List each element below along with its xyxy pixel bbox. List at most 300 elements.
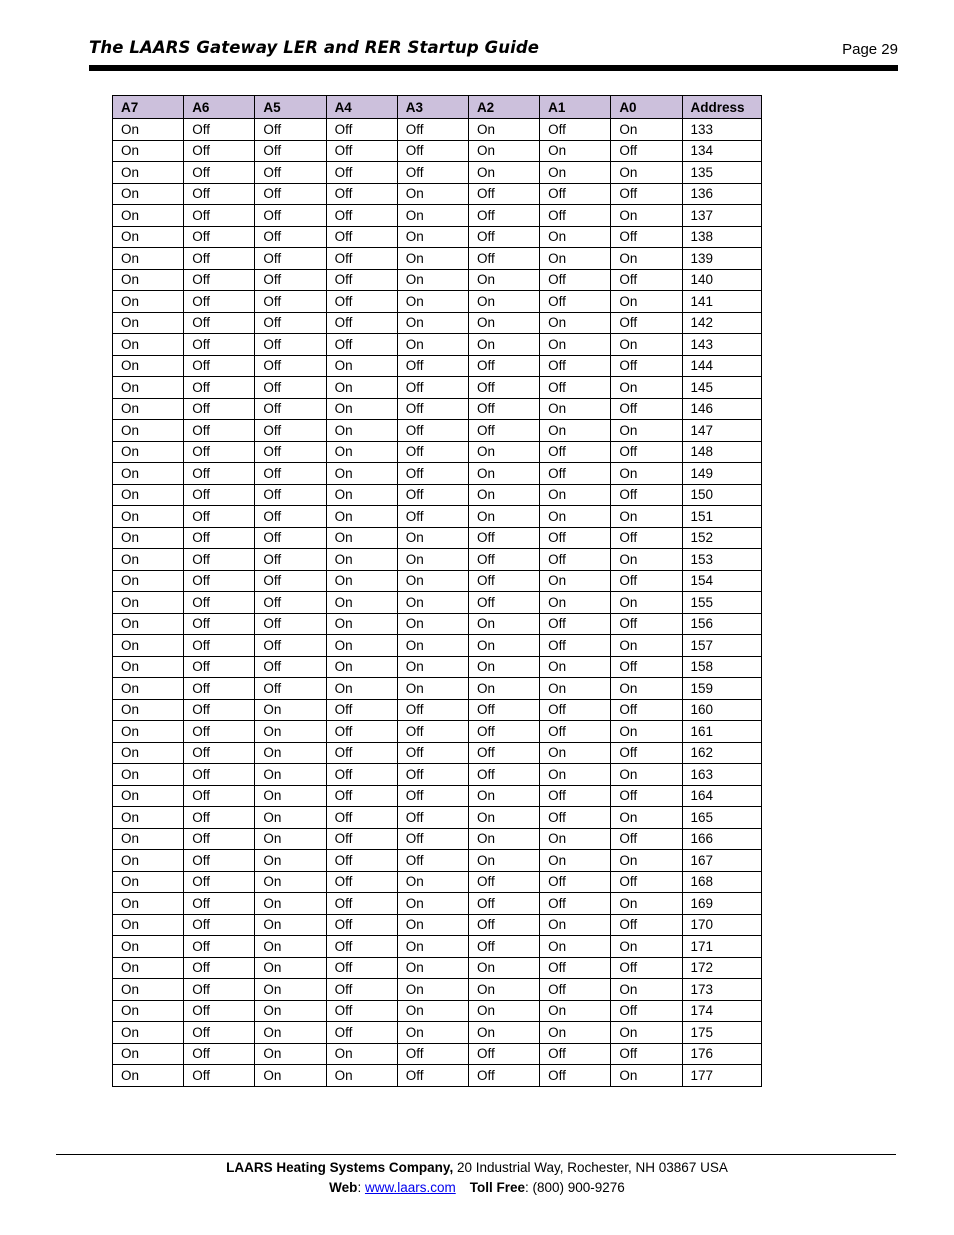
table-cell: Off — [184, 807, 255, 829]
table-cell: Off — [255, 355, 326, 377]
table-cell: On — [113, 484, 184, 506]
table-row — [113, 828, 762, 850]
table-cell: On — [113, 162, 184, 184]
table-cell: On — [113, 269, 184, 291]
table-row — [113, 721, 762, 743]
table-cell: Off — [326, 936, 397, 958]
table-cell: On — [397, 248, 468, 270]
table-cell: Off — [184, 785, 255, 807]
table-cell: On — [255, 1000, 326, 1022]
table-cell: On — [113, 592, 184, 614]
table-cell: Off — [397, 398, 468, 420]
table-cell: On — [255, 785, 326, 807]
table-cell: Off — [611, 914, 682, 936]
table-cell: Off — [540, 119, 611, 141]
table-cell: On — [326, 441, 397, 463]
table-cell: On — [611, 635, 682, 657]
table-row — [113, 979, 762, 1001]
table-cell: Off — [184, 635, 255, 657]
table-cell: On — [468, 140, 539, 162]
table-cell: Off — [184, 248, 255, 270]
table-cell: On — [397, 678, 468, 700]
tollfree-number: : (800) 900-9276 — [525, 1180, 625, 1195]
column-header: A3 — [397, 96, 468, 119]
table-cell: On — [540, 506, 611, 528]
table-cell: 177 — [682, 1065, 761, 1087]
table-cell: On — [113, 979, 184, 1001]
table-cell: Off — [184, 226, 255, 248]
table-cell: On — [540, 850, 611, 872]
table-cell: Off — [326, 1022, 397, 1044]
table-cell: Off — [326, 183, 397, 205]
table-cell: On — [113, 398, 184, 420]
table-cell: Off — [397, 742, 468, 764]
table-cell: Off — [468, 549, 539, 571]
table-cell: On — [397, 871, 468, 893]
table-cell: Off — [397, 420, 468, 442]
table-row — [113, 1000, 762, 1022]
table-cell: Off — [468, 183, 539, 205]
table-cell: On — [326, 549, 397, 571]
table-cell: On — [611, 936, 682, 958]
table-cell: Off — [255, 570, 326, 592]
table-cell: Off — [326, 742, 397, 764]
table-cell: Off — [255, 678, 326, 700]
table-cell: On — [113, 914, 184, 936]
table-cell: Off — [468, 355, 539, 377]
table-cell: 167 — [682, 850, 761, 872]
table-cell: On — [468, 828, 539, 850]
table-cell: 149 — [682, 463, 761, 485]
table-cell: Off — [184, 269, 255, 291]
table-cell: On — [468, 162, 539, 184]
table-cell: 153 — [682, 549, 761, 571]
table-cell: Off — [397, 484, 468, 506]
table-cell: Off — [184, 850, 255, 872]
column-header: A4 — [326, 96, 397, 119]
table-row — [113, 807, 762, 829]
table-row — [113, 1043, 762, 1065]
table-row — [113, 1022, 762, 1044]
table-cell: On — [611, 506, 682, 528]
table-cell: Off — [255, 549, 326, 571]
table-cell: On — [255, 850, 326, 872]
table-cell: Off — [611, 441, 682, 463]
table-cell: On — [468, 119, 539, 141]
web-label: Web — [329, 1180, 358, 1195]
table-cell: On — [113, 850, 184, 872]
table-cell: Off — [184, 183, 255, 205]
table-cell: Off — [255, 312, 326, 334]
table-cell: 147 — [682, 420, 761, 442]
table-cell: On — [255, 957, 326, 979]
table-cell: On — [255, 893, 326, 915]
table-row — [113, 248, 762, 270]
table-cell: Off — [611, 226, 682, 248]
table-cell: On — [113, 205, 184, 227]
table-cell: On — [611, 850, 682, 872]
table-cell: On — [397, 312, 468, 334]
table-row — [113, 570, 762, 592]
table-cell: Off — [540, 871, 611, 893]
column-header: A1 — [540, 96, 611, 119]
table-cell: Off — [326, 1000, 397, 1022]
table-cell: Off — [255, 205, 326, 227]
table-cell: Off — [468, 570, 539, 592]
table-cell: On — [611, 205, 682, 227]
table-cell: Off — [540, 699, 611, 721]
table-cell: Off — [255, 656, 326, 678]
table-cell: On — [611, 248, 682, 270]
table-cell: 159 — [682, 678, 761, 700]
table-cell: Off — [397, 441, 468, 463]
table-cell: On — [113, 463, 184, 485]
table-cell: Off — [326, 699, 397, 721]
table-cell: Off — [468, 721, 539, 743]
website-link[interactable]: www.laars.com — [364, 1180, 456, 1195]
column-header: A7 — [113, 96, 184, 119]
table-cell: 163 — [682, 764, 761, 786]
table-cell: On — [397, 1000, 468, 1022]
table-cell: Off — [468, 377, 539, 399]
table-cell: On — [113, 248, 184, 270]
table-cell: On — [540, 420, 611, 442]
table-cell: On — [113, 936, 184, 958]
table-cell: 168 — [682, 871, 761, 893]
table-cell: On — [113, 506, 184, 528]
table-cell: On — [326, 420, 397, 442]
table-cell: Off — [468, 1043, 539, 1065]
column-header: A6 — [184, 96, 255, 119]
table-row — [113, 936, 762, 958]
table-cell: Off — [397, 721, 468, 743]
table-row — [113, 269, 762, 291]
table-cell: Off — [184, 764, 255, 786]
table-cell: Off — [540, 183, 611, 205]
table-cell: Off — [611, 398, 682, 420]
table-cell: Off — [611, 742, 682, 764]
table-cell: On — [468, 678, 539, 700]
table-cell: Off — [184, 1022, 255, 1044]
table-cell: On — [326, 527, 397, 549]
table-cell: On — [611, 119, 682, 141]
table-cell: Off — [611, 656, 682, 678]
table-cell: Off — [184, 936, 255, 958]
table-row — [113, 914, 762, 936]
table-cell: Off — [255, 484, 326, 506]
table-cell: Off — [468, 742, 539, 764]
table-cell: On — [611, 678, 682, 700]
table-cell: Off — [540, 785, 611, 807]
table-row — [113, 226, 762, 248]
table-cell: Off — [611, 355, 682, 377]
table-cell: Off — [326, 785, 397, 807]
table-row — [113, 398, 762, 420]
table-row — [113, 183, 762, 205]
table-cell: On — [397, 893, 468, 915]
table-cell: On — [468, 463, 539, 485]
footer-contact-line — [0, 1178, 954, 1198]
table-cell: 176 — [682, 1043, 761, 1065]
table-cell: Off — [611, 828, 682, 850]
table-cell: On — [540, 742, 611, 764]
table-row — [113, 656, 762, 678]
table-cell: On — [113, 119, 184, 141]
table-cell: Off — [255, 140, 326, 162]
table-cell: Off — [468, 936, 539, 958]
column-header: A0 — [611, 96, 682, 119]
table-cell: Off — [184, 1065, 255, 1087]
table-row — [113, 742, 762, 764]
table-cell: On — [468, 613, 539, 635]
table-cell: Off — [611, 484, 682, 506]
table-cell: Off — [184, 1043, 255, 1065]
table-cell: On — [397, 183, 468, 205]
table-cell: Off — [397, 785, 468, 807]
table-cell: Off — [184, 334, 255, 356]
table-cell: Off — [611, 312, 682, 334]
table-cell: Off — [468, 398, 539, 420]
table-cell: Off — [255, 226, 326, 248]
table-cell: On — [113, 957, 184, 979]
table-cell: On — [468, 1000, 539, 1022]
tollfree-label: Toll Free — [469, 1180, 525, 1195]
table-cell: Off — [184, 656, 255, 678]
table-cell: Off — [255, 592, 326, 614]
table-cell: 161 — [682, 721, 761, 743]
table-cell: On — [540, 248, 611, 270]
table-cell: Off — [255, 248, 326, 270]
table-header-row — [113, 96, 762, 119]
table-cell: Off — [540, 291, 611, 313]
table-cell: On — [397, 936, 468, 958]
table-cell: Off — [184, 140, 255, 162]
table-cell: Off — [184, 742, 255, 764]
table-row — [113, 527, 762, 549]
table-cell: On — [468, 807, 539, 829]
table-cell: Off — [326, 914, 397, 936]
table-row — [113, 613, 762, 635]
table-cell: Off — [255, 162, 326, 184]
table-cell: On — [540, 484, 611, 506]
table-cell: 144 — [682, 355, 761, 377]
table-cell: Off — [184, 377, 255, 399]
table-cell: On — [326, 1043, 397, 1065]
table-cell: 174 — [682, 1000, 761, 1022]
table-cell: On — [611, 420, 682, 442]
table-cell: 164 — [682, 785, 761, 807]
table-cell: On — [326, 355, 397, 377]
table-cell: Off — [611, 1000, 682, 1022]
table-row — [113, 355, 762, 377]
table-cell: On — [540, 570, 611, 592]
table-cell: Off — [184, 957, 255, 979]
table-cell: On — [255, 721, 326, 743]
table-cell: On — [113, 613, 184, 635]
table-cell: Off — [326, 205, 397, 227]
table-row — [113, 764, 762, 786]
table-cell: Off — [255, 377, 326, 399]
table-cell: Off — [326, 871, 397, 893]
table-cell: On — [540, 936, 611, 958]
table-cell: On — [113, 807, 184, 829]
table-cell: 173 — [682, 979, 761, 1001]
table-row — [113, 334, 762, 356]
table-cell: On — [113, 678, 184, 700]
table-cell: On — [326, 592, 397, 614]
table-cell: On — [113, 226, 184, 248]
table-cell: On — [611, 721, 682, 743]
table-row — [113, 850, 762, 872]
table-cell: Off — [184, 678, 255, 700]
table-cell: Off — [326, 291, 397, 313]
table-cell: Off — [184, 721, 255, 743]
table-cell: On — [255, 871, 326, 893]
table-cell: Off — [397, 355, 468, 377]
table-cell: Off — [540, 721, 611, 743]
table-cell: Off — [611, 785, 682, 807]
table-cell: On — [468, 291, 539, 313]
table-cell: Off — [184, 205, 255, 227]
table-row — [113, 140, 762, 162]
table-cell: On — [113, 441, 184, 463]
table-row — [113, 291, 762, 313]
table-cell: Off — [397, 1065, 468, 1087]
table-cell: On — [113, 183, 184, 205]
table-cell: Off — [184, 484, 255, 506]
table-cell: Off — [468, 248, 539, 270]
table-cell: On — [611, 592, 682, 614]
table-cell: On — [255, 914, 326, 936]
table-cell: On — [468, 334, 539, 356]
document-title: The LAARS Gateway LER and RER Startup Guide — [89, 38, 540, 57]
table-cell: On — [326, 613, 397, 635]
table-cell: On — [468, 656, 539, 678]
table-cell: On — [468, 484, 539, 506]
table-cell: On — [113, 764, 184, 786]
table-cell: Off — [184, 1000, 255, 1022]
table-cell: Off — [184, 871, 255, 893]
table-cell: On — [113, 893, 184, 915]
table-row — [113, 635, 762, 657]
table-cell: On — [113, 1000, 184, 1022]
table-cell: On — [397, 592, 468, 614]
table-cell: Off — [611, 527, 682, 549]
table-cell: Off — [540, 377, 611, 399]
table-cell: On — [326, 1065, 397, 1087]
table-cell: Off — [540, 205, 611, 227]
table-cell: Off — [468, 205, 539, 227]
table-cell: Off — [468, 527, 539, 549]
table-row — [113, 420, 762, 442]
table-cell: On — [540, 312, 611, 334]
table-cell: Off — [611, 1043, 682, 1065]
footer-address-line — [0, 1158, 954, 1178]
table-cell: 150 — [682, 484, 761, 506]
table-cell: Off — [326, 162, 397, 184]
table-cell: Off — [611, 140, 682, 162]
table-cell: Off — [397, 764, 468, 786]
table-cell: On — [113, 549, 184, 571]
table-cell: Off — [397, 377, 468, 399]
table-row — [113, 162, 762, 184]
table-cell: On — [611, 1065, 682, 1087]
table-cell: Off — [397, 850, 468, 872]
table-cell: Off — [255, 441, 326, 463]
table-cell: Off — [397, 699, 468, 721]
table-cell: On — [611, 764, 682, 786]
table-cell: Off — [255, 119, 326, 141]
table-cell: On — [397, 957, 468, 979]
table-cell: Off — [468, 699, 539, 721]
table-cell: Off — [255, 527, 326, 549]
table-cell: On — [397, 226, 468, 248]
column-header: A2 — [468, 96, 539, 119]
table-cell: Off — [184, 119, 255, 141]
table-cell: On — [397, 656, 468, 678]
table-cell: On — [326, 506, 397, 528]
table-cell: 141 — [682, 291, 761, 313]
table-cell: On — [540, 914, 611, 936]
table-cell: On — [397, 334, 468, 356]
table-cell: Off — [255, 183, 326, 205]
table-cell: On — [611, 1022, 682, 1044]
table-cell: On — [611, 162, 682, 184]
table-cell: Off — [397, 807, 468, 829]
footer-divider — [56, 1154, 896, 1155]
table-cell: On — [397, 1022, 468, 1044]
table-cell: Off — [255, 635, 326, 657]
table-cell: On — [397, 979, 468, 1001]
table-cell: Off — [468, 420, 539, 442]
table-cell: Off — [611, 699, 682, 721]
table-cell: 162 — [682, 742, 761, 764]
table-cell: On — [326, 570, 397, 592]
table-cell: 172 — [682, 957, 761, 979]
table-cell: Off — [326, 850, 397, 872]
table-cell: 137 — [682, 205, 761, 227]
table-cell: Off — [468, 592, 539, 614]
table-cell: On — [540, 334, 611, 356]
table-cell: Off — [540, 613, 611, 635]
table-cell: 169 — [682, 893, 761, 915]
table-cell: Off — [326, 893, 397, 915]
table-cell: Off — [326, 269, 397, 291]
table-cell: Off — [611, 570, 682, 592]
table-row — [113, 678, 762, 700]
table-cell: 160 — [682, 699, 761, 721]
table-cell: 135 — [682, 162, 761, 184]
table-cell: Off — [468, 871, 539, 893]
table-cell: Off — [540, 463, 611, 485]
table-cell: 152 — [682, 527, 761, 549]
table-cell: Off — [540, 355, 611, 377]
table-cell: On — [255, 979, 326, 1001]
table-cell: Off — [397, 506, 468, 528]
table-cell: 154 — [682, 570, 761, 592]
table-cell: 139 — [682, 248, 761, 270]
table-cell: Off — [611, 269, 682, 291]
table-cell: On — [540, 592, 611, 614]
table-cell: On — [113, 312, 184, 334]
table-cell: Off — [184, 828, 255, 850]
table-row — [113, 463, 762, 485]
table-cell: On — [255, 1065, 326, 1087]
table-cell: 158 — [682, 656, 761, 678]
table-cell: 156 — [682, 613, 761, 635]
table-cell: On — [326, 463, 397, 485]
table-cell: Off — [540, 957, 611, 979]
